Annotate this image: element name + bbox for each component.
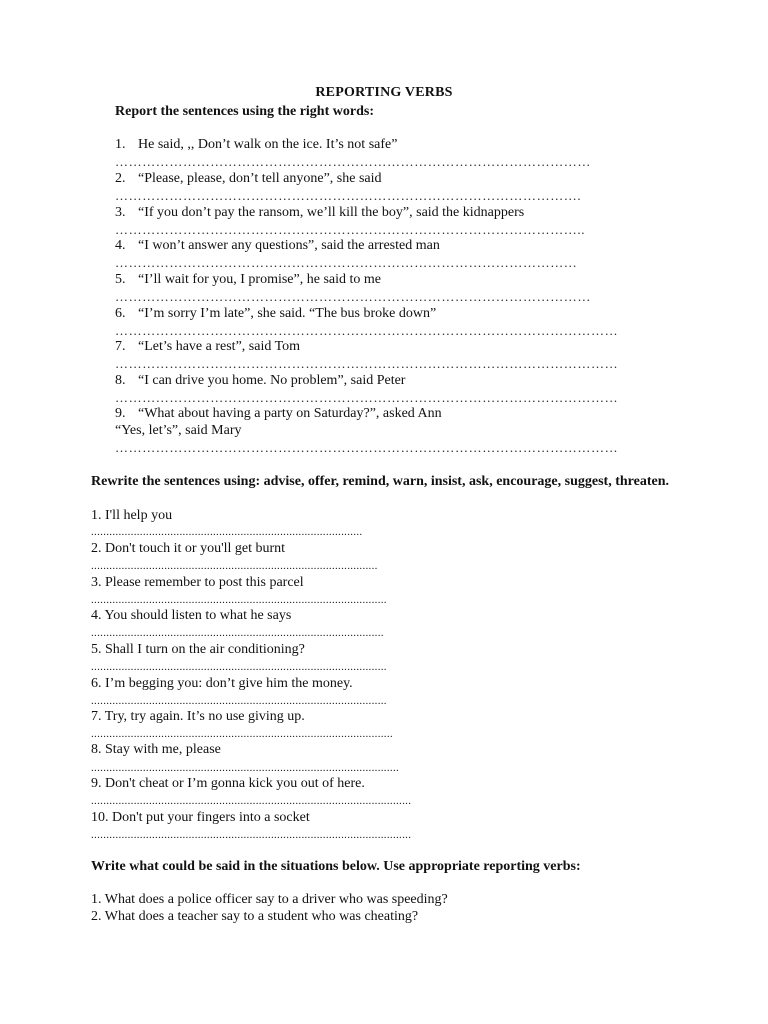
answer-line[interactable]: .........................................................................................................	[91, 829, 412, 841]
s1-item-text: “Please, please, don’t tell anyone”, she said	[138, 171, 382, 186]
s1-item-8	[115, 372, 405, 389]
answer-line[interactable]: ……………………………………………………………………………………………	[115, 291, 591, 303]
s1-item-number: 4.	[115, 238, 126, 253]
s2-item-4: 4. You should listen to what he says	[91, 608, 292, 623]
answer-line[interactable]: .................................................................................................	[91, 594, 387, 606]
s2-item-8: 8. Stay with me, please	[91, 742, 221, 757]
answer-line[interactable]: ...................................................................................................	[91, 728, 393, 740]
s2-item-10: 10. Don't put your fingers into a socket	[91, 810, 310, 825]
s3-item-1: 1. What does a police officer say to a driver who was speeding?	[91, 892, 448, 907]
s1-item-4	[115, 237, 440, 254]
answer-line[interactable]: …………………………………………………………………………………………………	[115, 325, 619, 337]
section1-heading: Report the sentences using the right words:	[115, 104, 374, 119]
page-title: REPORTING VERBS	[315, 85, 453, 100]
s2-item-3: 3. Please remember to post this parcel	[91, 575, 304, 590]
s1-item-5	[115, 271, 381, 288]
answer-line[interactable]: …………………………………………………………………………………………………	[115, 442, 619, 454]
answer-line[interactable]: ……………………………………………………………………………………………	[115, 156, 591, 168]
s1-item-text: “Let’s have a rest”, said Tom	[138, 339, 301, 354]
s1-item-text: “If you don’t pay the ransom, we’ll kill the boy”, said the kidnappers	[138, 205, 525, 220]
s1-item-number: 1.	[115, 137, 126, 152]
answer-line[interactable]: …………………………………………………………………………………………	[115, 257, 578, 269]
s1-item-3	[115, 204, 524, 221]
s2-item-5: 5. Shall I turn on the air conditioning?	[91, 642, 305, 657]
s1-item-9	[115, 405, 442, 422]
s1-item-6	[115, 305, 436, 322]
s2-item-7: 7. Try, try again. It’s no use giving up.	[91, 709, 305, 724]
answer-line[interactable]: .........................................................................................................	[91, 795, 412, 807]
s3-item-2: 2. What does a teacher say to a student who was cheating?	[91, 909, 419, 924]
s1-item-text: “I can drive you home. No problem”, said Peter	[138, 373, 406, 388]
s1-item-text: “I’ll wait for you, I promise”, he said to me	[138, 272, 381, 287]
answer-line[interactable]: .................................................................................................	[91, 695, 387, 707]
s1-item-7	[115, 338, 300, 355]
s1-item-number: 8.	[115, 373, 126, 388]
s1-item-text: “I won’t answer any questions”, said the arrested man	[138, 238, 440, 253]
s2-item-9: 9. Don't cheat or I’m gonna kick you out of here.	[91, 776, 365, 791]
s1-item-1	[115, 136, 397, 153]
s1-item-number: 3.	[115, 205, 126, 220]
answer-line[interactable]: …………………………………………………………………………………………………	[115, 392, 619, 404]
answer-line[interactable]: ................................................................................................	[91, 627, 384, 639]
answer-line[interactable]: .................................................................................................	[91, 661, 387, 673]
s1-item-text: “What about having a party on Saturday?”, asked Ann	[138, 406, 442, 421]
s1-item-number: 2.	[115, 171, 126, 186]
answer-line[interactable]: …………………………………………………………………………………………………	[115, 358, 619, 370]
answer-line[interactable]: .....................................................................................................	[91, 762, 400, 774]
s2-item-1: 1. I'll help you	[91, 508, 173, 523]
s1-item-9-reply: “Yes, let’s”, said Mary	[115, 423, 242, 438]
s1-item-number: 6.	[115, 306, 126, 321]
answer-line[interactable]: .........................................................................................	[91, 526, 363, 538]
s1-item-text: He said, ,, Don’t walk on the ice. It’s not safe”	[138, 137, 398, 152]
section2-heading: Rewrite the sentences using: advise, offer, remind, warn, insist, ask, encourage, suggest, threaten.	[91, 474, 669, 489]
answer-line[interactable]: ..............................................................................................	[91, 560, 378, 572]
s1-item-number: 5.	[115, 272, 126, 287]
section3-heading: Write what could be said in the situations below. Use appropriate reporting verbs:	[91, 859, 581, 874]
s1-item-number: 7.	[115, 339, 126, 354]
s1-item-text: “I’m sorry I’m late”, she said. “The bus broke down”	[138, 306, 437, 321]
s2-item-2: 2. Don't touch it or you'll get burnt	[91, 541, 286, 556]
s1-item-2	[115, 170, 382, 187]
answer-line[interactable]: ………………………………………………………………………………………….	[115, 190, 582, 202]
s2-item-6: 6. I’m begging you: don’t give him the money.	[91, 676, 353, 691]
answer-line[interactable]: …………………………………………………………………………………………..	[115, 224, 586, 236]
s1-item-number: 9.	[115, 406, 126, 421]
